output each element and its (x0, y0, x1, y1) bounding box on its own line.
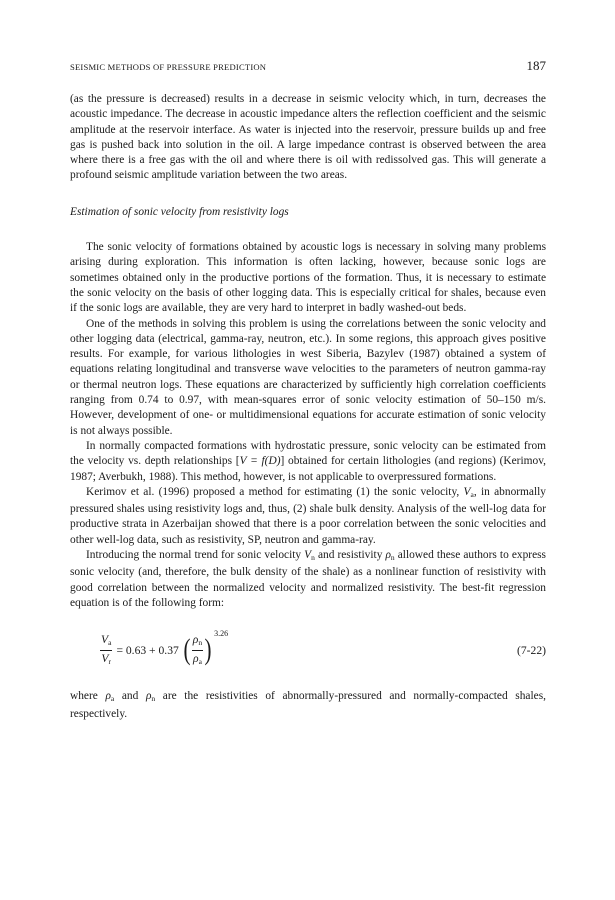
inline-sub: a (110, 694, 115, 704)
left-paren: ( (183, 633, 191, 667)
eq-var: ρ (192, 632, 199, 646)
paragraph-6-text-b: allowed these authors to express sonic velocity (and, therefore, the bulk density of the shale) as a nonlinear function of resistivity with good correlation between the normalized velocity and normalized resistivity. The best-fit regression equation is of the following form: (70, 549, 546, 609)
eq-var: V (101, 632, 109, 646)
paragraph-5 (70, 485, 546, 548)
eq-sub: r (108, 656, 112, 666)
body-text (70, 92, 546, 722)
paragraph-6-text-a: Introducing the normal trend for sonic velocity (86, 549, 305, 562)
exponent: 3.26 (214, 628, 229, 638)
inline-var: V (463, 485, 471, 498)
paragraph-6 (70, 548, 546, 611)
paragraph-7-text-a: where (70, 690, 106, 703)
section-subheading: Estimation of sonic velocity from resistivity logs (70, 205, 289, 218)
rhs-fraction (192, 633, 203, 668)
eq-sub: a (108, 637, 112, 647)
inline-formula: V = f(D) (239, 455, 281, 468)
paragraph-4-text-a: In normally compacted formations with hydrostatic pressure, sonic velocity can be estimated from the velocity vs. depth relationships [ (70, 439, 546, 468)
inline-var: ρ (145, 690, 152, 703)
paragraph-7-text-b: are the resistivities of abnormally-pressured and normally-compacted shales, respectively. (70, 690, 546, 720)
paragraph-3: One of the methods in solving this problem is using the correlations between the sonic velocity and other logging data (electrical, gamma-ray, neutron, etc.). In some regions, this approach gives positive results. For example, for various lithologies in west Siberia, Bazylev (1987) obtained a system of equations relating longitudinal and transverse wave velocities to the parameters of neutron gamma-ray or thermal neutron logs. These equations are characterized by sufficiently high correlation coefficients ranging from 0.74 to 0.97, with mean-squares error of sonic velocity estimation of 50–150 m/s. However, development of one- or multidimensional equations for accurate estimation of sonic velocity is not always possible. (70, 317, 546, 437)
equation-constants: = 0.63 + 0.37 (116, 643, 179, 657)
eq-var: V (101, 651, 109, 665)
inline-sub: a (470, 489, 474, 499)
paragraph-5-text-a: Kerimov et al. (1996) proposed a method for estimating (1) the sonic velocity, (86, 485, 464, 498)
lhs-denominator (101, 651, 111, 668)
page-number: 187 (526, 58, 546, 73)
rhs-numerator (192, 633, 203, 651)
equation (70, 628, 229, 668)
equation-number: (7-22) (517, 643, 546, 657)
eq-sub: a (198, 656, 202, 666)
lhs-fraction (100, 633, 112, 668)
right-paren: ) (204, 633, 212, 667)
paragraph-5-text-b: , in abnormally pressured shales using resistivity logs and, thus, (2) shale bulk density. Analysis of the well-log data for productive strata in Azerbaijan showed that there is a poor correlation between the sonic velocities and other well-log data, such as resistivity, SP, neutron and gamma-ray. (70, 485, 547, 546)
inline-sub: n (390, 553, 395, 563)
inline-sub: n (151, 694, 156, 704)
paragraph-7 (70, 689, 546, 722)
running-head: SEISMIC METHODS OF PRESSURE PREDICTION (70, 62, 267, 72)
paragraph-4-text-b: ] obtained for certain lithologies (and regions) (Kerimov, 1987; Averbukh, 1988). This method, however, is not applicable to overpressured formations. (70, 455, 546, 483)
paragraph-7-text-mid: and (114, 690, 146, 703)
paragraph-6-text-mid: and resistivity (314, 549, 386, 562)
paragraph-2: The sonic velocity of formations obtained by acoustic logs is necessary in solving many problems arising during exploration. This information is often lacking, however, because sonic logs are sometimes obtained only in the productive portions of the formation. Thus, it is necessary to estimate the sonic velocity on the basis of other logging data. This is especially critical for shales, because even if the sonic logs are available, they are very hard to interpret in badly washed-out beds. (70, 241, 546, 315)
eq-sub: n (198, 637, 203, 647)
rhs-denominator (193, 651, 202, 668)
paragraph-1: (as the pressure is decreased) results in a decrease in seismic velocity which, in turn, decreases the acoustic impedance. The decrease in acoustic impedance alters the reflection coefficient and the seismic amplitude at the reservoir interface. As water is injected into the reservoir, pressure builds up and free gas is pushed back into solution in the oil. A large impedance contrast is observed between the area where there is a free gas with the oil and where there is oil with redissolved gas. This will generate a profound seismic amplitude variation between the two areas. (70, 93, 546, 182)
paragraph-4 (70, 439, 546, 485)
lhs-numerator (100, 633, 112, 651)
equation-block (70, 625, 546, 675)
page-header (70, 58, 546, 74)
inline-var: ρ (105, 690, 111, 703)
inline-var: V (304, 549, 312, 562)
eq-var: ρ (193, 651, 199, 665)
inline-sub: n (311, 553, 315, 563)
inline-var: ρ (385, 549, 391, 562)
